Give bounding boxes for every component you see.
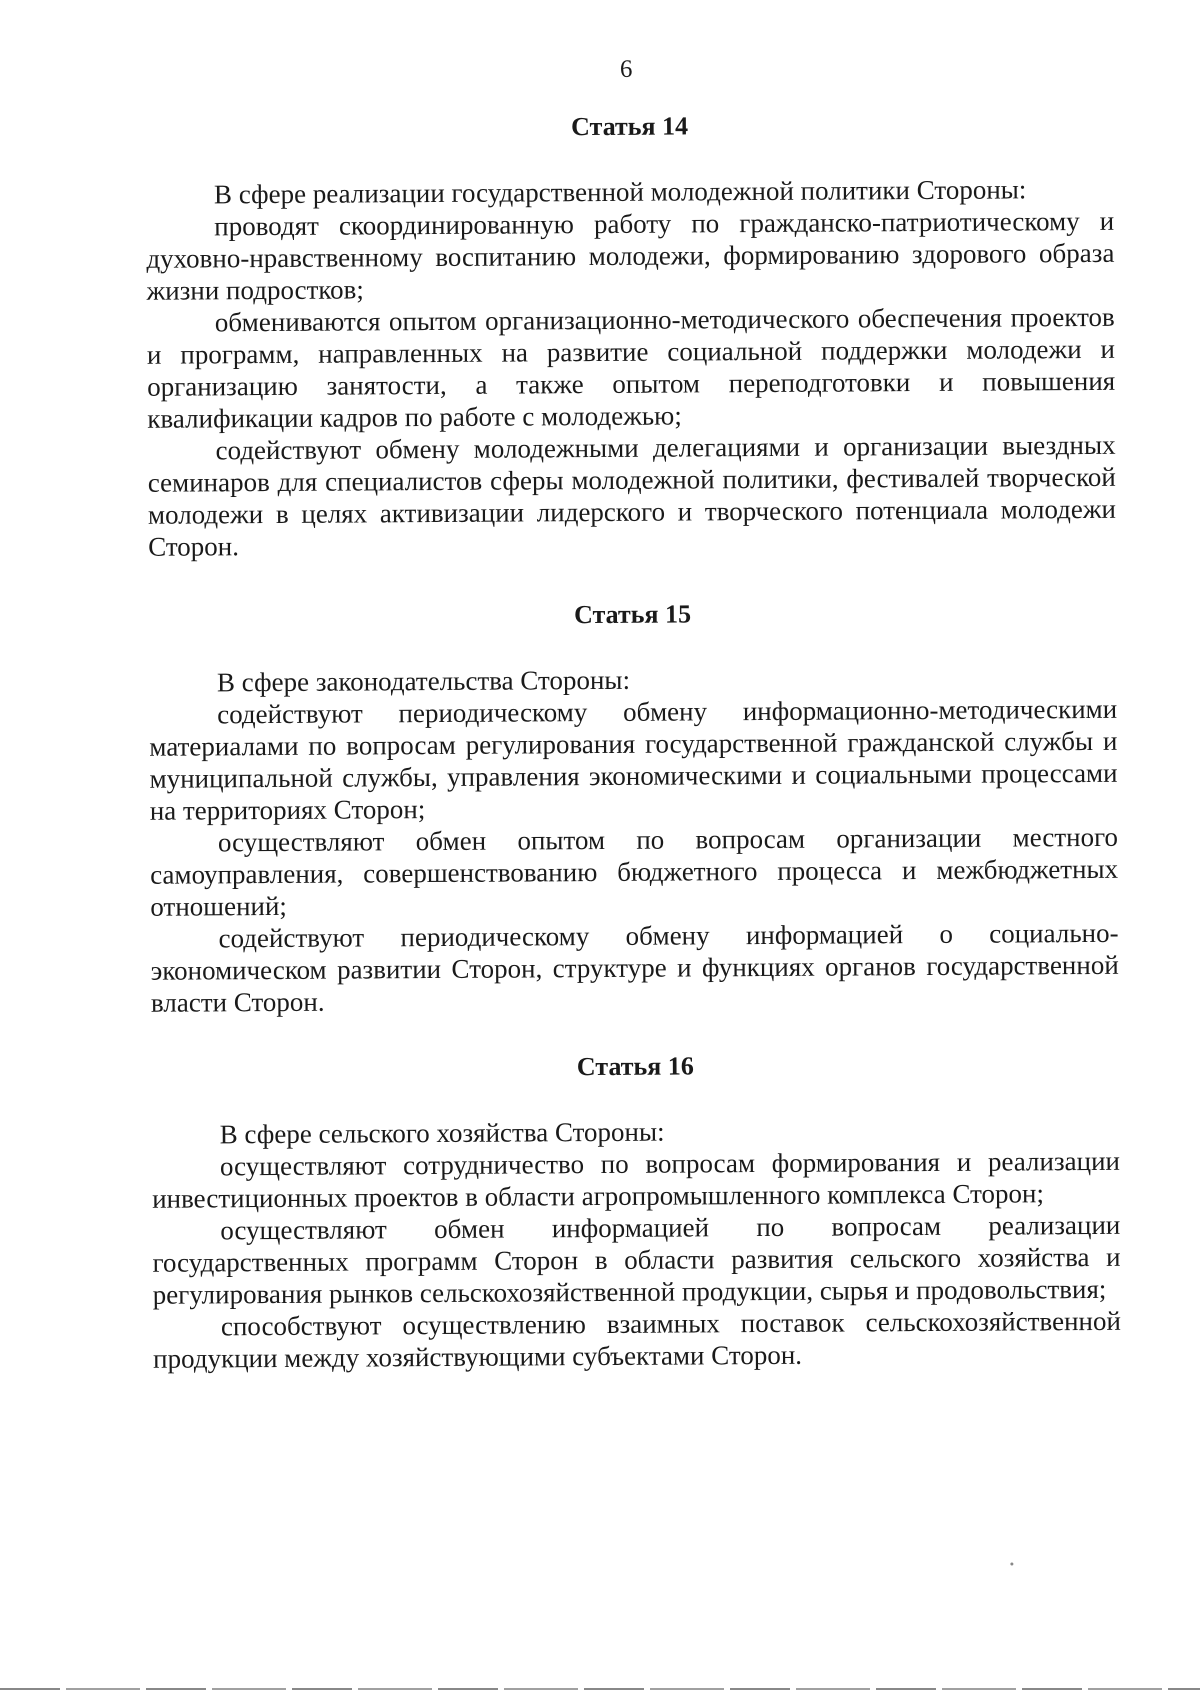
article-paragraph: осуществляют обмен информацией по вопросам реализации государственных программ Сторон в области развития сельского хозяйства и регулирования рынков сельскохозяйственной продукции, сырья и продовольствия; (152, 1209, 1121, 1310)
article-title: Статья 14 (571, 111, 689, 142)
article-title: Статья 15 (574, 599, 692, 630)
article-intro: В сфере реализации государственной молодежной политики Стороны: (213, 174, 1027, 210)
article-16 (151, 1049, 1121, 1375)
article-paragraph: способствуют осуществлению взаимных поставок сельскохозяйственной продукции между хозяйствующими субъектами Сторон. (153, 1305, 1121, 1374)
article-paragraph: содействуют периодическому обмену информационно-методическими материалами по вопросам регулирования государственной гражданской службы и муниципальной службы, управления экономическими и социальными процессами на территориях Сторон; (149, 693, 1118, 826)
article-paragraph: обмениваются опытом организационно-методического обеспечения проектов и программ, направленных на развитие социальной поддержки молодежи и организацию занятости, а также опытом переподготовки и повышения квалификации кадров по работе с молодежью; (146, 301, 1116, 434)
article-paragraph: осуществляют обмен опытом по вопросам организации местного самоуправления, совершенствованию бюджетного процесса и межбюджетных отношений; (150, 821, 1119, 922)
article-14 (146, 109, 1117, 563)
article-paragraph: содействуют периодическому обмену информацией о социально-экономическом развитии Сторон, структуре и функциях органов государственной власти Сторон. (150, 917, 1119, 1018)
scan-speck (1010, 1562, 1013, 1565)
article-intro: В сфере сельского хозяйства Стороны: (219, 1116, 665, 1150)
scan-edge-line (0, 1688, 1200, 1690)
article-intro: В сфере законодательства Стороны: (216, 664, 631, 698)
article-paragraph: осуществляют сотрудничество по вопросам формирования и реализации инвестиционных проектов в области агропромышленного комплекса Сторон; (152, 1145, 1121, 1214)
article-title: Статья 16 (576, 1051, 694, 1082)
article-paragraph: проводят скоординированную работу по гражданско-патриотическому и духовно-нравственному воспитанию молодежи, формированию здорового образа жизни подростков; (146, 205, 1115, 306)
article-paragraph: содействуют обмену молодежными делегациями и организации выездных семинаров для специалистов сферы молодежной политики, фестивалей творческой молодежи в целях активизации лидерского и творческого потенциала молодежи Сторон. (147, 429, 1117, 562)
page-number: 6 (619, 55, 633, 83)
article-15 (148, 597, 1119, 1019)
